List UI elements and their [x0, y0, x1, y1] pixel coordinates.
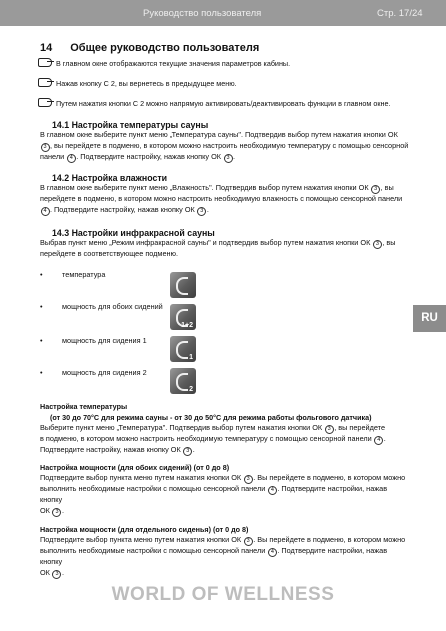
paragraph-14-1	[40, 130, 410, 163]
language-tab: RU	[413, 305, 446, 332]
temperature-paragraph	[40, 423, 410, 456]
list-item-label: мощность для сидения 2	[62, 368, 147, 377]
circled-number-3: 3	[373, 240, 382, 249]
temperature-heading: Настройка температуры	[40, 402, 128, 411]
single-seat-heading: Настройка мощности (для отдельного сиденья) (от 0 до 8)	[40, 525, 249, 534]
text: Подтвердите выбор пункта меню путем нажатия кнопки ОК	[40, 535, 242, 544]
text: , вы	[380, 183, 394, 192]
paragraph-14-3	[40, 238, 410, 260]
circled-number-3: 3	[244, 475, 253, 484]
text: . Подтвердите настройку, нажав кнопку ОК	[50, 204, 195, 214]
temperature-range: (от 30 до 70°C для режима сауны - от 30 до 50°C для режима работы фольгового датчика)	[50, 413, 372, 422]
circled-number-3: 3	[224, 154, 233, 163]
heading-14-3: 14.3 Настройки инфракрасной сауны	[52, 228, 215, 238]
text: В главном окне выберите пункт меню „Температура сауны". Подтвердив выбор путем нажатия кнопки ОК	[40, 130, 398, 139]
heading-14-2: 14.2 Настройка влажности	[52, 173, 168, 183]
section-number: 14	[40, 42, 53, 54]
circled-number-3: 3	[244, 537, 253, 546]
text: Выбрав пункт меню „Режим инфракрасной сауны" и подтвердив выбор путем нажатия кнопки ОК	[40, 238, 371, 247]
pointing-hand-icon	[38, 78, 52, 87]
text: Подтвердите настройку, нажав кнопку ОК	[40, 445, 181, 454]
text: панели	[40, 151, 65, 161]
document-title: Руководство пользователя	[143, 8, 262, 19]
text: . Вы перейдете в подменю, в котором можно	[253, 473, 406, 482]
text: .	[192, 445, 195, 454]
text: В главном окне выберите пункт меню „Влажность". Подтвердив выбор путем нажатия кнопки ОК	[40, 183, 369, 192]
text: .	[61, 505, 64, 515]
circled-number-3: 3	[183, 447, 192, 456]
text: выполнить необходимые настройки с помощью сенсорной панели	[40, 546, 266, 555]
note-text: Нажав кнопку C 2, вы вернетесь в предыдущее меню.	[56, 79, 237, 88]
circled-number-4: 4	[374, 436, 383, 445]
page-header	[0, 0, 446, 26]
note-text: В главном окне отображаются текущие значения параметров кабины.	[56, 59, 291, 68]
both-seats-paragraph	[40, 473, 410, 517]
text: .	[383, 434, 386, 443]
text: .	[233, 151, 236, 161]
circled-number-4: 4	[41, 207, 50, 216]
text: .	[206, 204, 209, 214]
list-item-label: мощность для сидения 1	[62, 336, 147, 345]
list-item: • температура	[40, 270, 106, 279]
circled-number-3: 3	[197, 207, 206, 216]
text: ОК	[40, 567, 50, 577]
circled-number-4: 4	[67, 154, 76, 163]
text: Выберите пункт меню „Температура". Подтвердив выбор путем нажатия кнопки ОК	[40, 423, 323, 432]
text: перейдете в подменю, в котором можно настроить необходимую влажность с помощью сенсорной панели	[40, 194, 403, 203]
left-margin	[0, 26, 28, 631]
text: . Подтвердите настройки, нажав кнопку	[40, 546, 388, 566]
list-item: • мощность для сидения 2	[40, 368, 147, 377]
single-seat-paragraph	[40, 535, 410, 579]
text: Подтвердите выбор пункта меню путем нажатия кнопки ОК	[40, 473, 242, 482]
text: ОК	[40, 505, 50, 515]
heater-icon	[170, 272, 196, 298]
text: . Подтвердите настройки, нажав кнопку	[40, 484, 388, 504]
pointing-hand-icon	[38, 58, 52, 67]
text: . Вы перейдете в подменю, в котором можно	[253, 535, 406, 544]
note-1	[38, 58, 290, 69]
text: в подменю, в котором можно настроить необходимую температуру с помощью сенсорной панели	[40, 434, 372, 443]
section-title: Общее руководство пользователя	[70, 42, 260, 54]
both-seats-heading: Настройка мощности (для обоих сидений) (от 0 до 8)	[40, 463, 230, 472]
list-item: • мощность для сидения 1	[40, 336, 147, 345]
pointing-hand-icon	[38, 98, 52, 107]
note-2	[38, 78, 237, 89]
circled-number-3: 3	[325, 425, 334, 434]
text: , вы перейдете в подменю, в котором можно настроить необходимую температуру с помощью сенсорной	[50, 140, 409, 150]
heading-14-1: 14.1 Настройка температуры сауны	[52, 120, 209, 130]
brand-footer: WORLD OF WELLNESS	[111, 584, 335, 605]
list-item-label: температура	[62, 270, 106, 279]
circled-number-3: 3	[41, 143, 50, 152]
text: перейдете в соответствующее подменю.	[40, 249, 179, 258]
text: , вы перейдете	[334, 423, 385, 432]
paragraph-14-2	[40, 183, 410, 216]
list-item: • мощность для обоих сидений	[40, 302, 163, 311]
text: . Подтвердите настройку, нажав кнопку ОК	[76, 151, 222, 161]
note-3	[38, 98, 390, 109]
circled-number-3: 3	[52, 508, 61, 517]
text: выполнить необходимые настройки с помощью сенсорной панели	[40, 484, 266, 493]
page-number: Стр. 17/24	[377, 8, 423, 19]
heater-seat-2-icon: 2	[170, 368, 196, 394]
text: , вы	[382, 238, 396, 247]
heater-both-seats-icon: 1+2	[170, 304, 196, 330]
text: .	[61, 567, 64, 577]
note-text: Путем нажатия кнопки C 2 можно напрямую активировать/деактивировать функции в главном окне.	[56, 99, 391, 108]
heater-seat-1-icon: 1	[170, 336, 196, 362]
circled-number-4: 4	[268, 548, 277, 557]
list-item-label: мощность для обоих сидений	[62, 302, 163, 311]
section-heading	[40, 42, 259, 54]
circled-number-3: 3	[371, 185, 380, 194]
circled-number-4: 4	[268, 486, 277, 495]
circled-number-3: 3	[52, 570, 61, 579]
